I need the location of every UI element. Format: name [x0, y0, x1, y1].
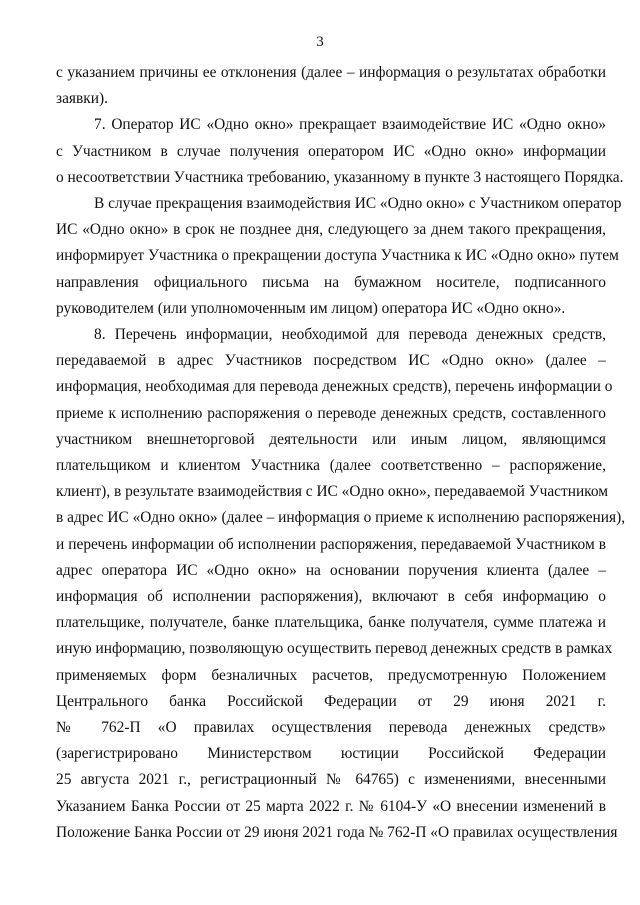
text-line: Положение Банка России от 29 июня 2021 года № 762-П «О правилах осуществления [56, 823, 618, 841]
text-line: руководителем (или уполномоченным им лицом) оператора ИС «Одно окно». [56, 299, 566, 317]
text-line: передаваемой в адрес Участников посредством ИС «Одно окно» (далее – [56, 352, 606, 370]
text-line: заявки). [56, 90, 108, 108]
text-line: иную информацию, позволяющую осуществить перевод денежных средств в рамках [56, 640, 613, 658]
text-line: о несоответствии Участника требованию, указанному в пункте 3 настоящего Порядка. [56, 168, 624, 186]
text-line: (зарегистрировано Министерством юстиции Российской Федерации [56, 745, 606, 763]
text-line: и перечень информации об исполнении распоряжения, передаваемой Участником в [56, 535, 606, 553]
text-line: адрес оператора ИС «Одно окно» на основании поручения клиента (далее – [56, 561, 606, 579]
paragraph [56, 60, 606, 112]
page-number: 3 [316, 34, 324, 50]
text-line: ИС «Одно окно» в срок не позднее дня, следующего за днем такого прекращения, [56, 221, 606, 239]
text-line: участником внешнеторговой деятельности или иным лицом, являющимся [56, 430, 606, 448]
text-line: 7. Оператор ИС «Одно окно» прекращает взаимодействие ИС «Одно окно» [94, 116, 606, 134]
text-line: применяемых форм безналичных расчетов, предусмотренную Положением [56, 666, 606, 684]
text-line: Центрального банка Российской Федерации от 29 июня 2021 г. [56, 692, 606, 710]
text-line: плательщике, получателе, банке плательщика, банке получателя, сумме платежа и [56, 614, 606, 632]
text-line: № 762-П «О правилах осуществления перевода денежных средств» [56, 719, 606, 737]
text-line: 8. Перечень информации, необходимой для перевода денежных средств, [94, 326, 606, 344]
text-line: информация об исполнении распоряжения), включают в себя информацию о [56, 588, 606, 606]
text-line: клиент), в результате взаимодействия с ИС «Одно окно», передаваемой Участником [56, 483, 609, 501]
text-line: приеме к исполнению распоряжения о переводе денежных средств, составленного [56, 404, 606, 422]
paragraph [56, 191, 622, 322]
text-line: в адрес ИС «Одно окно» (далее – информация о приеме к исполнению распоряжения), [56, 509, 626, 527]
text-line: 25 августа 2021 г., регистрационный № 64765) с изменениями, внесенными [56, 771, 606, 789]
text-line: Указанием Банка России от 25 марта 2022 г. № 6104-У «О внесении изменений в [56, 797, 606, 815]
text-line: информация, необходимая для перевода денежных средств), перечень информации о [56, 378, 613, 396]
paragraph [56, 322, 626, 846]
text-line: информирует Участника о прекращении доступа Участника к ИС «Одно окно» путем [56, 247, 619, 265]
text-line: В случае прекращения взаимодействия ИС «Одно окно» с Участником оператор [94, 195, 622, 213]
document-body [56, 60, 626, 846]
text-line: плательщиком и клиентом Участника (далее соответственно – распоряжение, [56, 457, 606, 475]
paragraph [56, 112, 624, 191]
text-line: направления официального письма на бумажном носителе, подписанного [56, 273, 606, 291]
text-line: с Участником в случае получения оператором ИС «Одно окно» информации [56, 142, 606, 160]
text-line: с указанием причины ее отклонения (далее – информация о результатах обработки [56, 64, 606, 81]
